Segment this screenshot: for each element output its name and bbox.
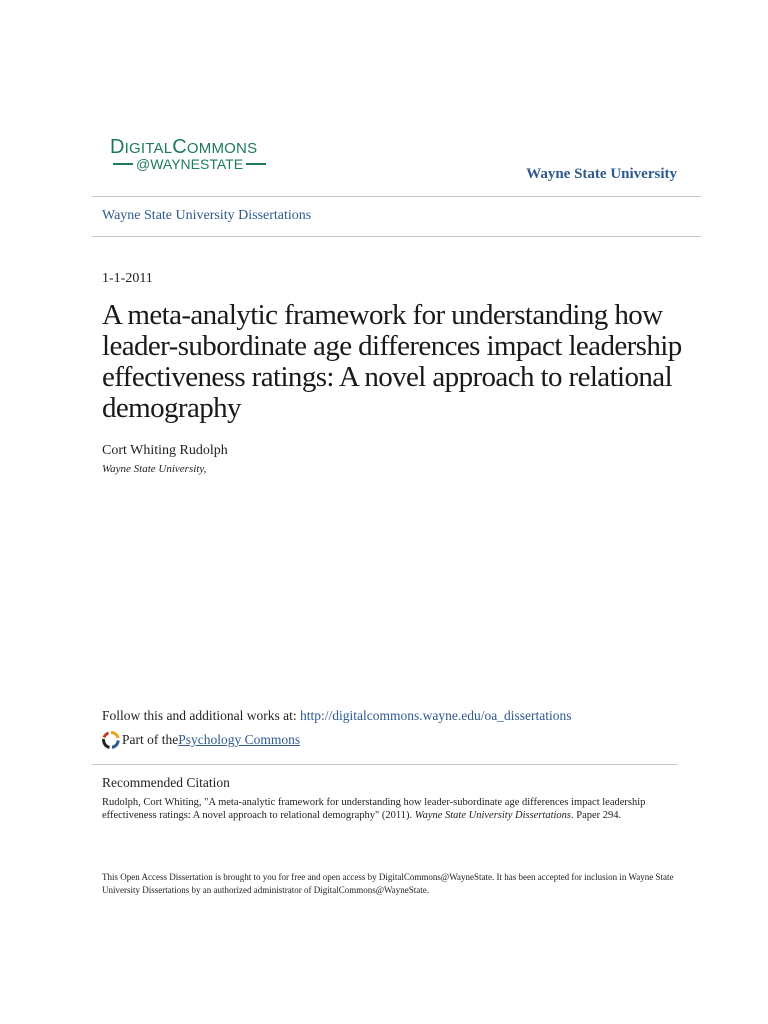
header-divider <box>92 196 701 197</box>
author-affiliation: Wayne State University, <box>102 463 207 475</box>
follow-url-link[interactable]: http://digitalcommons.wayne.edu/oa_dissertations <box>300 708 572 723</box>
logo-word-ommons: OMMONS <box>186 140 258 157</box>
logo-letter-d: D <box>110 136 125 158</box>
author-name: Cort Whiting Rudolph <box>102 443 228 458</box>
logo-waynestate: @WAYNESTATE <box>136 156 244 172</box>
citation-heading: Recommended Citation <box>102 775 230 790</box>
logo-dash-left <box>113 163 133 165</box>
logo-word-igital: IGITAL <box>124 140 173 157</box>
citation-divider <box>92 764 678 765</box>
open-access-notice: This Open Access Dissertation is brought to you for free and open access by DigitalCommons@WayneState. It has been accepted for inclusion in Wayne State University Dissertations by an authorized administrator of DigitalCommons@WayneState. <box>102 872 674 895</box>
part-of-label: Part of the <box>122 732 179 747</box>
follow-line <box>102 708 571 724</box>
document-title: A meta-analytic framework for understanding how leader-subordinate age differences impact leadership effectiveness ratings: A novel approach to relational demography <box>102 299 682 424</box>
citation-series: Wayne State University Dissertations <box>414 810 571 821</box>
psychology-commons-link[interactable]: Psychology Commons <box>178 732 301 747</box>
commons-network-icon <box>102 731 120 749</box>
publication-date: 1-1-2011 <box>102 271 153 286</box>
institution-link[interactable]: Wayne State University <box>526 166 677 182</box>
follow-label: Follow this and additional works at: <box>102 708 300 723</box>
logo-subline <box>110 156 269 172</box>
citation-text <box>102 796 682 822</box>
logo-dash-right <box>246 163 266 165</box>
logo-letter-c: C <box>172 136 187 158</box>
part-of-line <box>102 731 300 749</box>
citation-body: Rudolph, Cort Whiting, "A meta-analytic framework for understanding how leader-subordinate age differences impact leadership effectiveness ratings: A novel approach to relational demography" (2011). <box>102 797 646 821</box>
series-divider <box>92 236 701 237</box>
citation-end: . Paper 294. <box>571 810 622 821</box>
series-link[interactable]: Wayne State University Dissertations <box>102 208 312 223</box>
